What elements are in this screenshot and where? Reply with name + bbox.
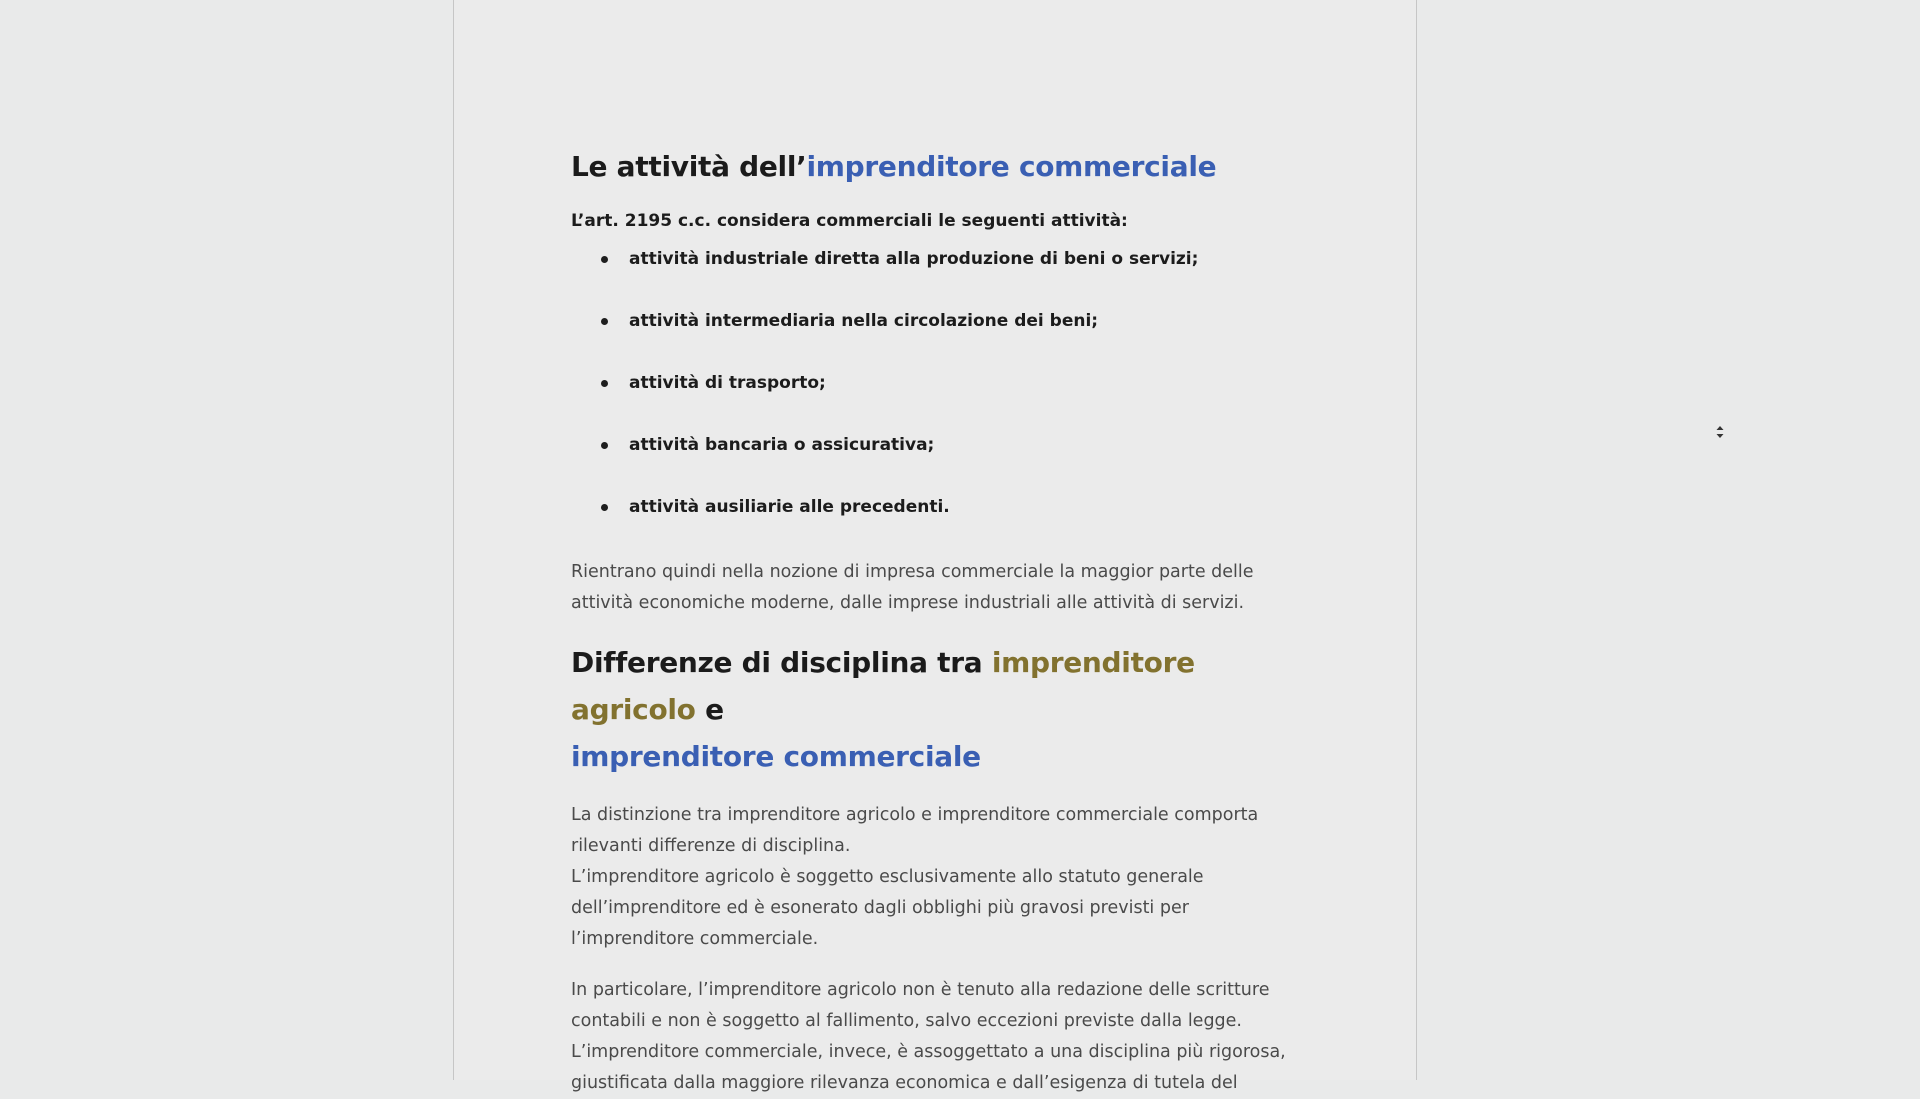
paragraph-line: L’imprenditore agricolo è soggetto esclusivamente allo statuto generale	[571, 867, 1204, 887]
list-item-text: attività ausiliarie alle precedenti.	[629, 497, 950, 517]
list-item-text: attività bancaria o assicurativa;	[629, 435, 935, 455]
particular-paragraph	[571, 975, 1311, 1099]
activity-list	[571, 247, 1311, 519]
bullet-icon	[601, 318, 608, 325]
paragraph-line: attività economiche moderne, dalle imprese industriali alle attività di servizi.	[571, 593, 1245, 613]
summary-paragraph	[571, 557, 1311, 619]
list-item	[571, 433, 1311, 457]
bullet-icon	[601, 442, 608, 449]
paragraph-line: L’imprenditore commerciale, invece, è assoggettato a una disciplina più rigorosa,	[571, 1042, 1286, 1062]
section-title-differenze	[571, 639, 1311, 780]
paragraph-line: l’imprenditore commerciale.	[571, 929, 819, 949]
distinction-paragraph	[571, 800, 1311, 955]
resize-updown-icon[interactable]	[1713, 424, 1727, 440]
title-prefix: Le attività dell’	[571, 150, 807, 183]
list-item	[571, 309, 1311, 333]
bullet-icon	[601, 380, 608, 387]
list-item-text: attività intermediaria nella circolazione dei beni;	[629, 311, 1099, 331]
list-item	[571, 371, 1311, 395]
title-highlight-commerciale: imprenditore commerciale	[806, 150, 1217, 183]
bullet-icon	[601, 256, 608, 263]
resize-updown-icon-svg	[1713, 424, 1727, 440]
list-item	[571, 247, 1311, 271]
title-highlight-commerciale: imprenditore commerciale	[571, 740, 981, 773]
title-highlight-agricolo: imprenditore agricolo	[571, 646, 1195, 726]
list-item	[571, 495, 1311, 519]
title-prefix: Differenze di disciplina tra	[571, 646, 992, 679]
document-content	[571, 145, 1311, 1099]
paragraph-line: dell’imprenditore ed è esonerato dagli obblighi più gravosi previsti per	[571, 898, 1189, 918]
paragraph-line: La distinzione tra imprenditore agricolo e imprenditore commerciale comporta	[571, 805, 1259, 825]
paragraph-line: In particolare, l’imprenditore agricolo non è tenuto alla redazione delle scritture	[571, 980, 1270, 1000]
list-item-text: attività di trasporto;	[629, 373, 826, 393]
paragraph-line: contabili e non è soggetto al fallimento, salvo eccezioni previste dalla legge.	[571, 1011, 1242, 1031]
section-title-attivita	[571, 145, 1311, 189]
document-page	[453, 0, 1417, 1093]
title-connector: e	[695, 693, 724, 726]
list-item-text: attività industriale diretta alla produzione di beni o servizi;	[629, 249, 1199, 269]
intro-text: L’art. 2195 c.c. considera commerciali le seguenti attività:	[571, 211, 1128, 231]
paragraph-line: rilevanti differenze di disciplina.	[571, 836, 851, 856]
paragraph-line: giustificata dalla maggiore rilevanza economica e dall’esigenza di tutela del	[571, 1073, 1238, 1093]
bullet-icon	[601, 504, 608, 511]
paragraph-line: Rientrano quindi nella nozione di impresa commerciale la maggior parte delle	[571, 562, 1254, 582]
